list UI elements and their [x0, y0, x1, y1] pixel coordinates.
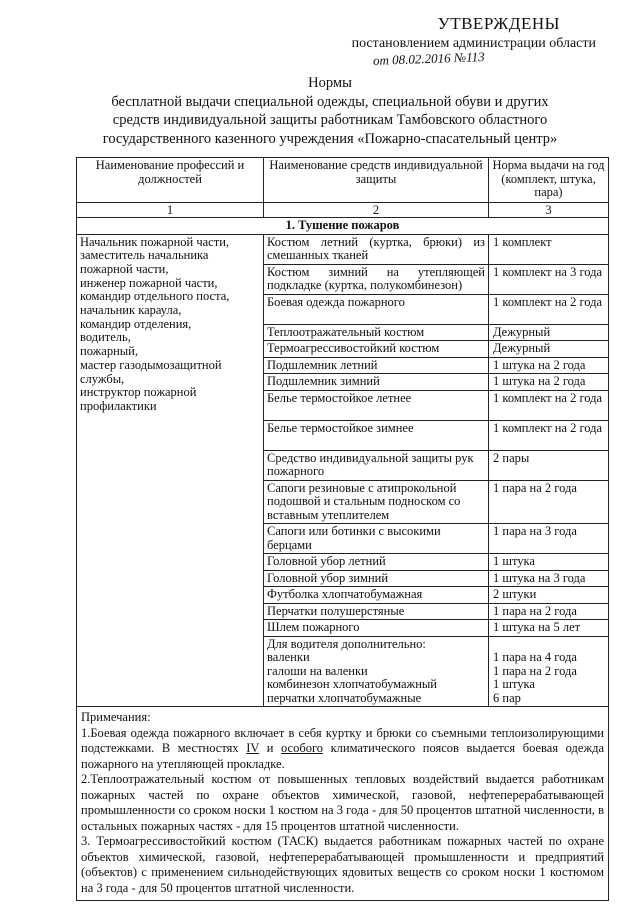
item-name: Термоагрессивостойкий костюм: [264, 341, 489, 358]
note-1-zone-iv: IV: [246, 741, 260, 755]
profession-line: профилактики: [80, 398, 157, 413]
item-name: Подшлемник летний: [264, 357, 489, 374]
item-name: Белье термостойкое зимнее: [264, 420, 489, 450]
item-norm: 1 штука на 5 лет: [489, 620, 609, 637]
driver-item-name: перчатки хлопчатобумажные: [267, 690, 422, 705]
column-number: 3: [489, 203, 609, 218]
drivers-items-cell: [264, 636, 489, 707]
item-norm: 2 пары: [489, 450, 609, 480]
item-name: Средство индивидуальной защиты рук пожарного: [264, 450, 489, 480]
note-2: 2.Теплоотражательный костюм от повышенных тепловых воздействий выдается работникам пожарных частей по охране объектов химической, газовой, нефтеперерабатывающей промышленности со сроком носки 1 костюм на 3 года - для 50 процентов штатной численности, в остальных пожарных частях - для 15 процентов штатной численности.: [81, 772, 604, 833]
item-name: Костюм зимний на утепляющей подкладке (куртка, полукомбинезон): [264, 264, 489, 294]
note-1-zone-special: особого: [280, 741, 324, 755]
driver-item-name: галоши на валенки: [267, 663, 368, 678]
column-number: 1: [77, 203, 264, 218]
item-name: Шлем пожарного: [264, 620, 489, 637]
item-name: Теплоотражательный костюм: [264, 324, 489, 341]
drivers-title: Для водителя дополнительно:: [267, 636, 426, 651]
item-norm: 1 комплект на 2 года: [489, 390, 609, 420]
document-heading: [70, 74, 590, 148]
item-norm: Дежурный: [489, 324, 609, 341]
item-name: Футболка хлопчатобумажная: [264, 587, 489, 604]
notes-row: [77, 707, 609, 901]
driver-item-name: валенки: [267, 650, 310, 664]
item-norm: 1 комплект на 2 года: [489, 420, 609, 450]
profession-line: водитель,: [80, 330, 131, 345]
drivers-norms-cell: [489, 636, 609, 707]
item-norm: 1 пара на 2 года: [489, 603, 609, 620]
heading-line: Нормы: [308, 75, 352, 91]
item-name: Боевая одежда пожарного: [264, 294, 489, 324]
driver-item-norm: 1 пара на 2 года: [493, 663, 577, 678]
item-norm: 1 комплект: [489, 234, 609, 264]
driver-item-norm: 1 пара на 4 года: [493, 650, 577, 664]
approval-subtitle: постановлением администрации области: [351, 36, 596, 51]
item-name: Перчатки полушерстяные: [264, 603, 489, 620]
table-header-row: [77, 158, 609, 203]
profession-line: инженер пожарной части,: [80, 275, 218, 290]
driver-item-name: комбинезон хлопчатобумажный: [267, 677, 437, 691]
profession-line: инструктор пожарной: [80, 385, 197, 400]
item-name: Сапоги резиновые с атипрокольной подошвой и стальным подноском со вставным утеплителем: [264, 480, 489, 524]
header-protection-means: Наименование средств индивидуальной защиты: [264, 158, 489, 203]
item-norm: 1 пара на 3 года: [489, 524, 609, 554]
section-row: [77, 218, 609, 235]
professions-cell: [77, 234, 264, 707]
item-name: Головной убор летний: [264, 554, 489, 571]
driver-item-norm: 1 штука: [493, 677, 535, 691]
heading-line: государственного казенного учреждения «Пожарно-спасательный центр»: [102, 130, 558, 147]
item-norm: 1 штука на 2 года: [489, 374, 609, 391]
section-title: 1. Тушение пожаров: [77, 218, 609, 235]
item-norm: 1 пара на 2 года: [489, 480, 609, 524]
profession-line: Начальник пожарной части,: [80, 234, 230, 249]
notes-cell: [77, 707, 609, 901]
item-norm: Дежурный: [489, 341, 609, 358]
notes-title: Примечания:: [81, 710, 151, 724]
item-norm: 1 штука: [489, 554, 609, 571]
driver-item-norm: 6 пар: [493, 690, 521, 705]
profession-line: начальник караула,: [80, 303, 182, 318]
profession-line: мастер газодымозащитной: [80, 357, 222, 372]
item-norm: 1 комплект на 3 года: [489, 264, 609, 294]
profession-line: службы,: [80, 371, 125, 386]
profession-line: командир отделения,: [80, 316, 192, 331]
column-number-row: [77, 203, 609, 218]
heading-line: средств индивидуальной защиты работникам Тамбовского областного: [112, 112, 548, 128]
profession-line: заместитель начальника: [80, 248, 209, 263]
norms-table: [76, 157, 609, 901]
heading-line: бесплатной выдачи специальной одежды, специальной обуви и других: [111, 93, 549, 110]
item-norm: 1 комплект на 2 года: [489, 294, 609, 324]
item-name: Подшлемник зимний: [264, 374, 489, 391]
item-name: Головной убор зимний: [264, 570, 489, 587]
column-number: 2: [264, 203, 489, 218]
header-professions: Наименование профессий и должностей: [77, 158, 264, 203]
table-row: [77, 234, 609, 264]
header-issue-norm: Норма выдачи на год (комплект, штука, пара): [489, 158, 609, 203]
note-3: 3. Термоагрессивостойкий костюм (ТАСК) выдается работникам пожарных частей по охране объектов химической, газовой, нефтеперерабатывающей промышленности и предприятий (объектов) с применением сильнодействующих ядовитых веществ со сроком носки 1 костюмом на 3 года - для 50 процентов штатной численности.: [81, 834, 604, 895]
item-name: Сапоги или ботинки с высокими берцами: [264, 524, 489, 554]
profession-line: пожарный,: [80, 344, 138, 359]
item-name: Белье термостойкое летнее: [264, 390, 489, 420]
item-name: Костюм летний (куртка, брюки) из смешанных тканей: [264, 234, 489, 264]
handwritten-date-number: от 08.02.2016 №113: [372, 49, 485, 68]
profession-line: командир отдельного поста,: [80, 289, 230, 304]
item-norm: 2 штуки: [489, 587, 609, 604]
profession-line: пожарной части,: [80, 261, 169, 276]
item-norm: 1 штука на 3 года: [489, 570, 609, 587]
note-1: 1.Боевая одежда пожарного включает в себя куртку и брюки со съемными теплоизолирующими подстежками. В местностях IV и особого климатического поясов выдается боевая одежда пожарного на утепляющей прокладке.: [81, 725, 604, 771]
item-norm: 1 штука на 2 года: [489, 357, 609, 374]
approval-title: УТВЕРЖДЕНЫ: [437, 14, 560, 33]
